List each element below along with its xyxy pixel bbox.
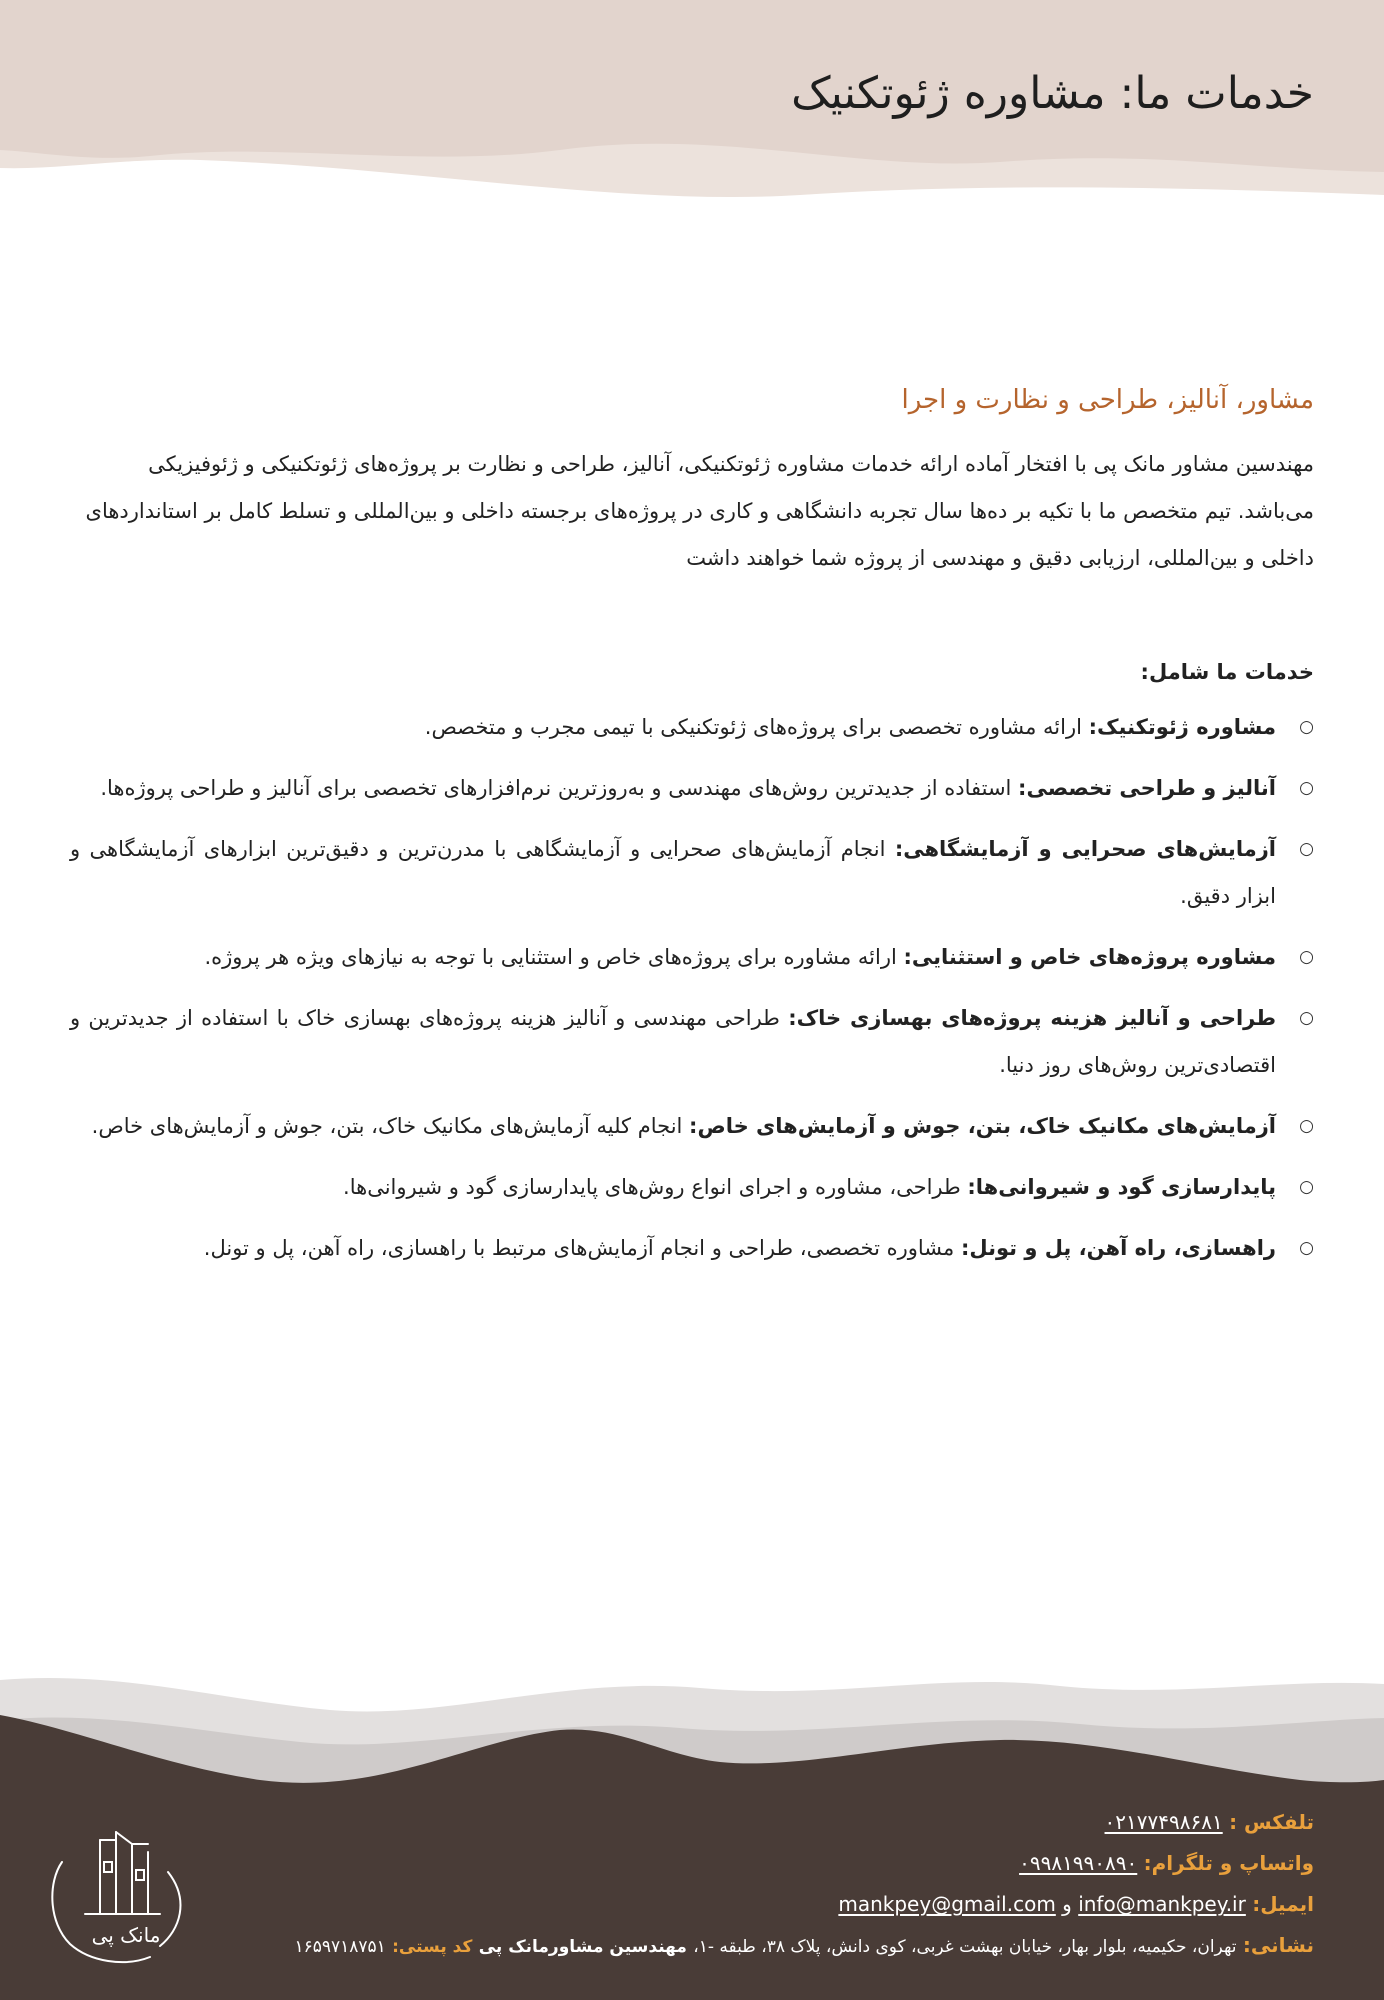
main-content (70, 385, 1314, 1286)
service-description: طراحی مهندسی و آنالیز هزینه پروژه‌های بهسازی خاک با استفاده از جدیدترین و اقتصادی‌ترین روش‌های روز دنیا. (70, 1006, 1276, 1077)
circle-bullet-icon: ○ (1299, 947, 1314, 967)
company-name: مهندسین مشاورمانک پی (478, 1937, 687, 1957)
list-item (70, 1103, 1314, 1150)
list-item (70, 704, 1314, 751)
whatsapp-number[interactable]: ۰۹۹۸۱۹۹۰۸۹۰ (1019, 1851, 1138, 1875)
service-title: آزمایش‌های مکانیک خاک، بتن، جوش و آزمایش‌های خاص: (689, 1114, 1276, 1138)
services-heading: خدمات ما شامل: (1140, 660, 1314, 684)
email-label: ایمیل: (1252, 1892, 1314, 1916)
address-label: نشانی: (1242, 1933, 1314, 1957)
email-line (194, 1892, 1314, 1925)
whatsapp-label: واتساپ و تلگرام: (1143, 1851, 1314, 1875)
service-description: استفاده از جدیدترین روش‌های مهندسی و به‌روزترین نرم‌افزارهای تخصصی برای آنالیز و طراحی پروژه‌ها. (100, 776, 1019, 800)
service-title: طراحی و آنالیز هزینه پروژه‌های بهسازی خاک: (788, 1006, 1277, 1030)
address-text: تهران، حکیمیه، بلوار بهار، خیابان بهشت غربی، کوی دانش، پلاک ۳۸، طبقه -۱، (693, 1937, 1237, 1957)
circle-bullet-icon: ○ (1299, 1008, 1314, 1028)
section-subtitle: مشاور، آنالیز، طراحی و نظارت و اجرا (901, 385, 1314, 415)
telefax-line (194, 1810, 1314, 1843)
service-description: ارائه مشاوره تخصصی برای پروژه‌های ژئوتکنیکی با تیمی مجرب و متخصص. (424, 715, 1089, 739)
circle-bullet-icon: ○ (1299, 778, 1314, 798)
email-link-primary[interactable]: info@mankpey.ir (1078, 1892, 1246, 1916)
service-title: راهسازی، راه آهن، پل و تونل: (960, 1236, 1276, 1260)
postal-code-label: کد پستی: (392, 1937, 473, 1957)
logo-text: مانک پی (91, 1923, 161, 1947)
list-item (70, 765, 1314, 812)
services-list (70, 704, 1314, 1272)
service-description: انجام آزمایش‌های صحرایی و آزمایشگاهی با مدرن‌ترین و دقیق‌ترین ابزارهای آزمایشگاهی و ابزار دقیق. (70, 837, 1276, 908)
telefax-number[interactable]: ۰۲۱۷۷۴۹۸۶۸۱ (1104, 1810, 1223, 1834)
service-title: آزمایش‌های صحرایی و آزمایشگاهی: (894, 837, 1276, 861)
service-description: طراحی، مشاوره و اجرای انواع روش‌های پایدارسازی گود و شیروانی‌ها. (343, 1175, 968, 1199)
list-item (70, 826, 1314, 920)
circle-bullet-icon: ○ (1299, 1177, 1314, 1197)
service-description: ارائه مشاوره برای پروژه‌های خاص و استثنایی با توجه به نیازهای ویژه هر پروژه. (204, 945, 904, 969)
list-item (70, 934, 1314, 981)
list-item (70, 1225, 1314, 1272)
service-title: پایدارسازی گود و شیروانی‌ها: (967, 1175, 1276, 1199)
contact-info (194, 1810, 1314, 1974)
service-title: مشاوره ژئوتکنیک: (1088, 715, 1276, 739)
email-separator: و (1062, 1892, 1072, 1916)
circle-bullet-icon: ○ (1299, 1116, 1314, 1136)
service-title: مشاوره پروژه‌های خاص و استثنایی: (903, 945, 1276, 969)
circle-bullet-icon: ○ (1299, 839, 1314, 859)
circle-bullet-icon: ○ (1299, 1238, 1314, 1258)
service-description: مشاوره تخصصی، طراحی و انجام آزمایش‌های مرتبط با راهسازی، راه آهن، پل و تونل. (203, 1236, 961, 1260)
address-line (194, 1933, 1314, 1966)
list-item (70, 1164, 1314, 1211)
page-title: خدمات ما: مشاوره ژئوتکنیک (791, 68, 1314, 119)
telefax-label: تلفکس : (1229, 1810, 1314, 1834)
service-description: انجام کلیه آزمایش‌های مکانیک خاک، بتن، جوش و آزمایش‌های خاص. (91, 1114, 690, 1138)
postal-code: ۱۶۵۹۷۱۸۷۵۱ (294, 1937, 386, 1957)
company-logo (40, 1822, 210, 1972)
service-title: آنالیز و طراحی تخصصی: (1018, 776, 1276, 800)
email-link-secondary[interactable]: mankpey@gmail.com (838, 1892, 1056, 1916)
list-item (70, 995, 1314, 1089)
intro-paragraph: مهندسین مشاور مانک پی با افتخار آماده ارائه خدمات مشاوره ژئوتکنیکی، آنالیز، طراحی و نظارت بر پروژه‌های ژئوتکنیکی و ژئوفیزیکی می‌باشد. تیم متخصص ما با تکیه بر ده‌ها سال تجربه دانشگاهی و کاری در پروژه‌های برجسته داخلی و بین‌المللی و تسلط کامل بر استانداردهای داخلی و بین‌المللی، ارزیابی دقیق و مهندسی از پروژه شما خواهند داشت (85, 452, 1314, 570)
whatsapp-line (194, 1851, 1314, 1884)
circle-bullet-icon: ○ (1299, 717, 1314, 737)
